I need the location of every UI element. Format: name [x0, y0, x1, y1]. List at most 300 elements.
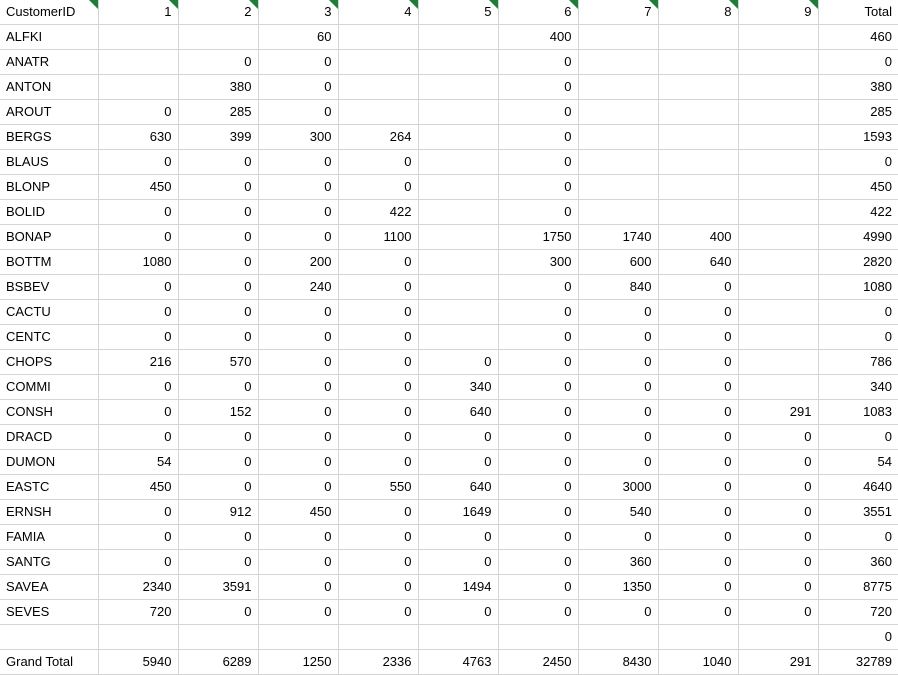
table-cell	[98, 25, 178, 50]
table-cell: 0	[258, 150, 338, 175]
table-cell: 0	[178, 175, 258, 200]
table-cell: 0	[498, 500, 578, 525]
table-cell: 450	[98, 175, 178, 200]
row-total: 54	[818, 450, 898, 475]
table-row	[0, 75, 898, 100]
table-cell: 0	[658, 500, 738, 525]
table-cell: 0	[258, 200, 338, 225]
header-column-label: 7	[644, 4, 652, 19]
table-cell: 0	[498, 275, 578, 300]
table-cell: 0	[658, 350, 738, 375]
table-cell	[338, 75, 418, 100]
table-cell: 0	[498, 425, 578, 450]
table-cell: 360	[578, 550, 658, 575]
table-cell: 0	[498, 50, 578, 75]
table-cell	[578, 175, 658, 200]
table-cell	[418, 200, 498, 225]
row-total: 8775	[818, 575, 898, 600]
table-cell: 240	[258, 275, 338, 300]
table-row	[0, 425, 898, 450]
table-cell: 0	[498, 550, 578, 575]
table-cell: 0	[98, 200, 178, 225]
row-total: 360	[818, 550, 898, 575]
table-cell	[658, 200, 738, 225]
table-cell: 300	[498, 250, 578, 275]
table-cell: 0	[418, 425, 498, 450]
header-column-9[interactable]	[738, 0, 818, 25]
table-cell	[738, 75, 818, 100]
table-cell: 0	[338, 175, 418, 200]
table-cell: 216	[98, 350, 178, 375]
table-cell: 264	[338, 125, 418, 150]
table-cell: 3591	[178, 575, 258, 600]
table-cell	[658, 125, 738, 150]
table-cell: 0	[498, 125, 578, 150]
table-row	[0, 475, 898, 500]
grand-total-cell: 2450	[498, 650, 578, 675]
table-cell: 912	[178, 500, 258, 525]
table-cell: 1350	[578, 575, 658, 600]
table-cell: 300	[258, 125, 338, 150]
table-cell: 400	[498, 25, 578, 50]
table-cell: 0	[578, 350, 658, 375]
table-cell	[738, 350, 818, 375]
table-cell: 0	[738, 425, 818, 450]
table-cell: 0	[98, 375, 178, 400]
row-total: 0	[818, 425, 898, 450]
table-cell: 0	[658, 475, 738, 500]
table-row	[0, 25, 898, 50]
table-cell: 0	[338, 325, 418, 350]
table-cell	[658, 25, 738, 50]
grand-total-cell: 2336	[338, 650, 418, 675]
table-cell	[338, 100, 418, 125]
header-column-3[interactable]	[258, 0, 338, 25]
row-total: 720	[818, 600, 898, 625]
table-row	[0, 575, 898, 600]
header-column-5[interactable]	[418, 0, 498, 25]
table-cell: 640	[418, 400, 498, 425]
table-cell	[738, 125, 818, 150]
table-cell: 0	[178, 250, 258, 275]
table-cell: 0	[338, 600, 418, 625]
table-row	[0, 375, 898, 400]
header-column-label: 5	[484, 4, 492, 19]
table-cell: 0	[258, 375, 338, 400]
table-cell: 450	[98, 475, 178, 500]
header-column-label: 9	[804, 4, 812, 19]
table-cell: 285	[178, 100, 258, 125]
row-label-DUMON: DUMON	[0, 450, 98, 475]
table-cell: 0	[578, 375, 658, 400]
table-cell: 380	[178, 75, 258, 100]
table-cell: 0	[178, 225, 258, 250]
row-label-CACTU: CACTU	[0, 300, 98, 325]
table-cell: 2340	[98, 575, 178, 600]
table-cell: 0	[338, 400, 418, 425]
header-column-label: 4	[404, 4, 412, 19]
row-total: 380	[818, 75, 898, 100]
table-cell: 570	[178, 350, 258, 375]
grand-total-cell: 4763	[418, 650, 498, 675]
table-cell: 0	[578, 300, 658, 325]
table-cell: 0	[98, 275, 178, 300]
table-cell: 0	[498, 575, 578, 600]
table-row	[0, 450, 898, 475]
header-customerid-label: CustomerID	[6, 4, 76, 19]
table-cell	[658, 150, 738, 175]
row-total: 786	[818, 350, 898, 375]
table-row-blank	[0, 625, 898, 650]
header-column-label: 2	[244, 4, 252, 19]
table-cell	[418, 50, 498, 75]
header-column-1[interactable]	[98, 0, 178, 25]
table-cell	[418, 75, 498, 100]
table-cell: 1100	[338, 225, 418, 250]
table-cell: 0	[258, 50, 338, 75]
table-cell: 0	[98, 300, 178, 325]
table-cell: 1080	[98, 250, 178, 275]
table-row	[0, 250, 898, 275]
table-cell	[578, 625, 658, 650]
table-cell: 0	[178, 525, 258, 550]
table-cell: 152	[178, 400, 258, 425]
table-cell: 0	[338, 575, 418, 600]
table-cell: 0	[498, 475, 578, 500]
table-cell	[578, 100, 658, 125]
header-column-label: 8	[724, 4, 732, 19]
table-cell: 840	[578, 275, 658, 300]
table-row	[0, 225, 898, 250]
table-cell	[658, 50, 738, 75]
table-cell: 0	[178, 150, 258, 175]
table-cell: 0	[338, 375, 418, 400]
row-total: 3551	[818, 500, 898, 525]
row-label-BONAP: BONAP	[0, 225, 98, 250]
table-cell: 0	[338, 250, 418, 275]
table-cell	[418, 225, 498, 250]
header-column-8[interactable]	[658, 0, 738, 25]
header-column-4[interactable]	[338, 0, 418, 25]
table-cell: 0	[418, 525, 498, 550]
row-label-BSBEV: BSBEV	[0, 275, 98, 300]
table-cell	[658, 175, 738, 200]
table-cell: 291	[738, 400, 818, 425]
table-cell: 0	[418, 550, 498, 575]
table-cell: 0	[338, 350, 418, 375]
table-cell: 0	[258, 525, 338, 550]
table-cell: 0	[498, 75, 578, 100]
table-cell: 0	[338, 425, 418, 450]
table-cell	[578, 25, 658, 50]
table-cell: 0	[258, 75, 338, 100]
table-cell: 399	[178, 125, 258, 150]
table-row	[0, 150, 898, 175]
table-cell: 0	[98, 400, 178, 425]
grand-total-cell: 291	[738, 650, 818, 675]
table-cell: 0	[738, 575, 818, 600]
table-cell	[338, 625, 418, 650]
row-total: 422	[818, 200, 898, 225]
table-cell: 0	[98, 525, 178, 550]
row-label-BLAUS: BLAUS	[0, 150, 98, 175]
row-label-BOTTM: BOTTM	[0, 250, 98, 275]
table-cell: 0	[658, 300, 738, 325]
table-row	[0, 600, 898, 625]
table-cell: 0	[498, 400, 578, 425]
table-row	[0, 350, 898, 375]
table-cell: 0	[178, 300, 258, 325]
table-cell: 540	[578, 500, 658, 525]
table-cell	[738, 375, 818, 400]
header-column-label: 6	[564, 4, 572, 19]
row-total: 340	[818, 375, 898, 400]
table-row	[0, 400, 898, 425]
table-cell: 1649	[418, 500, 498, 525]
table-cell	[418, 325, 498, 350]
row-total: 285	[818, 100, 898, 125]
table-cell: 0	[578, 400, 658, 425]
filter-marker-icon	[329, 0, 338, 9]
row-total: 4990	[818, 225, 898, 250]
table-cell: 0	[658, 325, 738, 350]
row-label-ANTON: ANTON	[0, 75, 98, 100]
table-cell: 0	[258, 300, 338, 325]
table-row	[0, 125, 898, 150]
table-cell: 60	[258, 25, 338, 50]
table-cell	[418, 125, 498, 150]
row-label-ALFKI: ALFKI	[0, 25, 98, 50]
table-cell	[738, 25, 818, 50]
table-cell: 0	[258, 325, 338, 350]
table-cell	[258, 625, 338, 650]
table-cell	[738, 50, 818, 75]
table-cell: 0	[338, 300, 418, 325]
table-cell: 550	[338, 475, 418, 500]
table-cell: 640	[658, 250, 738, 275]
table-cell: 0	[578, 525, 658, 550]
table-cell	[338, 50, 418, 75]
header-column-6[interactable]	[498, 0, 578, 25]
table-cell	[738, 200, 818, 225]
table-row	[0, 500, 898, 525]
table-cell: 0	[498, 600, 578, 625]
table-cell	[578, 150, 658, 175]
row-label-DRACD: DRACD	[0, 425, 98, 450]
table-cell	[578, 200, 658, 225]
table-cell: 0	[178, 200, 258, 225]
row-total: 2820	[818, 250, 898, 275]
table-cell: 0	[658, 450, 738, 475]
row-label-BERGS: BERGS	[0, 125, 98, 150]
table-cell	[178, 625, 258, 650]
table-cell: 0	[738, 525, 818, 550]
table-cell	[738, 300, 818, 325]
table-row	[0, 325, 898, 350]
table-row	[0, 550, 898, 575]
table-cell	[418, 300, 498, 325]
table-cell: 0	[178, 450, 258, 475]
table-cell: 340	[418, 375, 498, 400]
grand-total-row	[0, 650, 898, 675]
header-total: Total	[818, 0, 898, 25]
row-total: 1080	[818, 275, 898, 300]
table-cell: 0	[658, 425, 738, 450]
table-cell	[738, 100, 818, 125]
table-cell: 0	[178, 475, 258, 500]
table-cell: 0	[578, 425, 658, 450]
table-cell: 0	[658, 375, 738, 400]
filter-marker-icon	[89, 0, 98, 9]
table-cell: 0	[578, 450, 658, 475]
header-column-2[interactable]	[178, 0, 258, 25]
filter-marker-icon	[729, 0, 738, 9]
table-cell: 0	[258, 100, 338, 125]
table-cell	[98, 50, 178, 75]
row-total: 0	[818, 50, 898, 75]
table-cell: 450	[258, 500, 338, 525]
table-cell: 0	[178, 325, 258, 350]
table-cell: 0	[178, 600, 258, 625]
table-cell: 54	[98, 450, 178, 475]
table-cell: 0	[338, 525, 418, 550]
table-cell: 0	[738, 600, 818, 625]
row-label-AROUT: AROUT	[0, 100, 98, 125]
table-cell: 0	[418, 600, 498, 625]
filter-marker-icon	[489, 0, 498, 9]
table-cell: 0	[658, 550, 738, 575]
filter-marker-icon	[409, 0, 418, 9]
table-cell: 0	[498, 150, 578, 175]
table-cell: 0	[258, 425, 338, 450]
row-total: 4640	[818, 475, 898, 500]
table-cell: 0	[338, 150, 418, 175]
row-label-CENTC: CENTC	[0, 325, 98, 350]
table-cell: 3000	[578, 475, 658, 500]
table-cell	[738, 150, 818, 175]
grand-total-cell: 8430	[578, 650, 658, 675]
table-cell: 0	[498, 100, 578, 125]
table-cell: 0	[178, 375, 258, 400]
grand-total-cell: 5940	[98, 650, 178, 675]
table-cell: 422	[338, 200, 418, 225]
header-column-label: 1	[164, 4, 172, 19]
table-row	[0, 275, 898, 300]
row-label-SAVEA: SAVEA	[0, 575, 98, 600]
table-cell	[738, 175, 818, 200]
table-cell: 0	[658, 525, 738, 550]
table-cell	[738, 250, 818, 275]
table-cell: 0	[498, 325, 578, 350]
table-cell	[738, 625, 818, 650]
row-label-SANTG: SANTG	[0, 550, 98, 575]
filter-marker-icon	[169, 0, 178, 9]
table-cell	[578, 75, 658, 100]
table-row	[0, 525, 898, 550]
table-cell	[178, 25, 258, 50]
table-cell: 0	[98, 150, 178, 175]
table-cell	[498, 625, 578, 650]
table-cell: 0	[258, 550, 338, 575]
table-cell: 0	[498, 375, 578, 400]
filter-marker-icon	[649, 0, 658, 9]
table-row	[0, 100, 898, 125]
table-cell: 0	[258, 225, 338, 250]
row-label-FAMIA: FAMIA	[0, 525, 98, 550]
row-total: 0	[818, 325, 898, 350]
table-cell: 0	[178, 275, 258, 300]
table-cell: 400	[658, 225, 738, 250]
table-cell	[578, 50, 658, 75]
table-cell: 1740	[578, 225, 658, 250]
table-cell: 0	[258, 350, 338, 375]
table-cell: 0	[498, 300, 578, 325]
row-total: 0	[818, 150, 898, 175]
row-total: 0	[818, 525, 898, 550]
row-label-EASTC: EASTC	[0, 475, 98, 500]
table-cell	[0, 625, 98, 650]
table-cell: 600	[578, 250, 658, 275]
grand-total-label: Grand Total	[0, 650, 98, 675]
table-cell: 0	[658, 275, 738, 300]
table-cell: 1750	[498, 225, 578, 250]
grand-total-cell: 1250	[258, 650, 338, 675]
table-cell: 0	[98, 325, 178, 350]
table-cell	[338, 25, 418, 50]
header-column-7[interactable]	[578, 0, 658, 25]
table-cell: 0	[338, 275, 418, 300]
table-cell: 1494	[418, 575, 498, 600]
table-cell: 0	[658, 575, 738, 600]
table-cell	[418, 175, 498, 200]
table-cell	[98, 75, 178, 100]
table-cell: 0	[258, 575, 338, 600]
table-cell: 0	[258, 400, 338, 425]
table-cell: 0	[98, 550, 178, 575]
row-label-ANATR: ANATR	[0, 50, 98, 75]
table-cell	[658, 75, 738, 100]
header-customerid[interactable]	[0, 0, 98, 25]
table-cell	[418, 250, 498, 275]
table-cell: 0	[98, 100, 178, 125]
table-cell: 0	[258, 175, 338, 200]
table-cell: 0	[498, 350, 578, 375]
table-cell	[418, 625, 498, 650]
table-header-row	[0, 0, 898, 25]
table-cell: 640	[418, 475, 498, 500]
table-cell	[658, 100, 738, 125]
table-cell	[418, 25, 498, 50]
table-cell: 0	[258, 450, 338, 475]
table-cell	[738, 225, 818, 250]
filter-marker-icon	[249, 0, 258, 9]
table-cell: 0	[498, 200, 578, 225]
table-cell: 0	[738, 450, 818, 475]
row-label-SEVES: SEVES	[0, 600, 98, 625]
table-cell	[418, 150, 498, 175]
table-cell: 0	[578, 325, 658, 350]
table-cell: 0	[418, 450, 498, 475]
row-total: 460	[818, 25, 898, 50]
table-cell: 0	[178, 50, 258, 75]
table-cell: 0	[98, 500, 178, 525]
row-label-CONSH: CONSH	[0, 400, 98, 425]
table-cell: 200	[258, 250, 338, 275]
grand-total-cell: 1040	[658, 650, 738, 675]
table-cell: 0	[98, 225, 178, 250]
table-cell: 0	[418, 350, 498, 375]
table-cell: 0	[578, 600, 658, 625]
